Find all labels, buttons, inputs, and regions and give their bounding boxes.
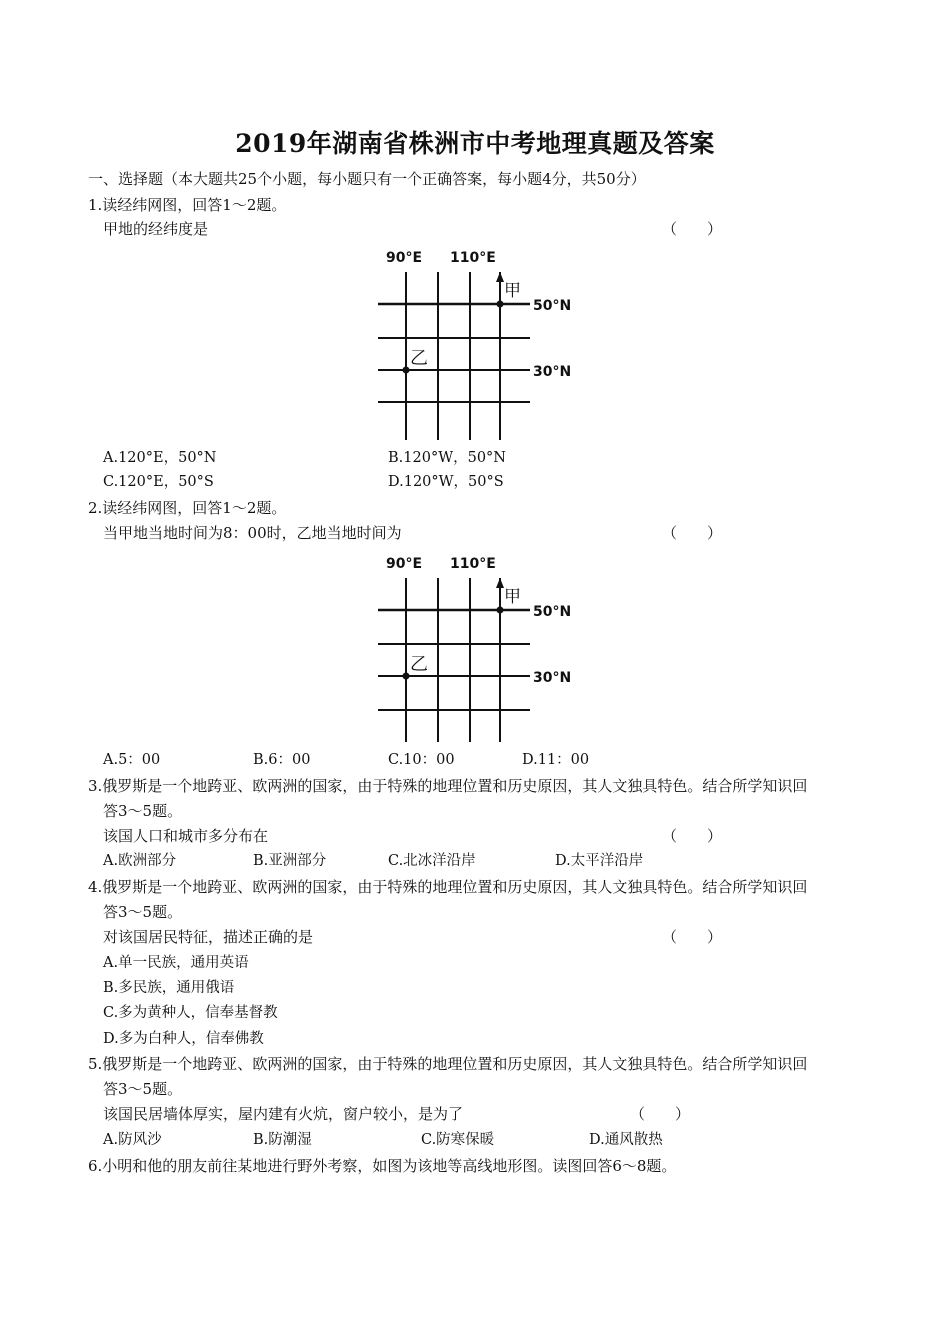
- option-c: C.120°E，50°S: [103, 474, 214, 490]
- question-5-prompt: 该国民居墙体厚实，屋内建有火炕，窗户较小，是为了: [103, 1105, 464, 1123]
- question-4-prompt: 对该国居民特征，描述正确的是: [103, 928, 314, 946]
- lat-label-50n: 50°N: [533, 604, 572, 620]
- point-yi-marker: [403, 673, 410, 680]
- question-2-prompt: 当甲地当地时间为8：00时，乙地当地时间为: [103, 524, 402, 542]
- option-b: B.防潮湿: [253, 1132, 312, 1148]
- point-yi-label: 乙: [410, 654, 428, 675]
- answer-blank: （ ）: [662, 827, 723, 845]
- question-3-stem-line2: 答3～5题。: [103, 802, 183, 820]
- point-jia-marker: [497, 301, 504, 308]
- north-arrow-icon: [496, 578, 504, 588]
- lon-label-90e: 90°E: [386, 250, 423, 266]
- question-1-stem: 1.读经纬网图，回答1～2题。: [88, 196, 287, 214]
- option-d: D.多为白种人，信奉佛教: [103, 1031, 264, 1047]
- answer-blank: （ ）: [662, 220, 723, 238]
- option-d: D.120°W，50°S: [388, 474, 504, 490]
- question-3-prompt: 该国人口和城市多分布在: [103, 827, 269, 845]
- lat-label-30n: 30°N: [533, 670, 572, 686]
- option-b: B.120°W，50°N: [388, 450, 506, 466]
- option-a: A.防风沙: [103, 1132, 162, 1148]
- question-5-stem-line2: 答3～5题。: [103, 1080, 183, 1098]
- option-d: D.11：00: [522, 752, 590, 768]
- question-5-stem-line1: 5.俄罗斯是一个地跨亚、欧两洲的国家，由于特殊的地理位置和历史原因，其人文独具特色。结合所学知识回: [88, 1055, 808, 1073]
- lat-label-30n: 30°N: [533, 364, 572, 380]
- north-arrow-icon: [496, 272, 504, 282]
- question-4-stem-line1: 4.俄罗斯是一个地跨亚、欧两洲的国家，由于特殊的地理位置和历史原因，其人文独具特色。结合所学知识回: [88, 878, 808, 896]
- point-jia-marker: [497, 607, 504, 614]
- answer-blank: （ ）: [630, 1105, 691, 1123]
- point-yi-marker: [403, 367, 410, 374]
- option-d: D.太平洋沿岸: [555, 853, 644, 869]
- option-b: B.6：00: [253, 752, 311, 768]
- point-yi-label: 乙: [410, 348, 428, 369]
- lon-label-90e: 90°E: [386, 556, 423, 572]
- option-a: A.欧洲部分: [103, 853, 177, 869]
- question-3-stem-line1: 3.俄罗斯是一个地跨亚、欧两洲的国家，由于特殊的地理位置和历史原因，其人文独具特色。结合所学知识回: [88, 777, 808, 795]
- answer-blank: （ ）: [662, 928, 723, 946]
- option-a: A.120°E，50°N: [103, 450, 217, 466]
- question-1-prompt: 甲地的经纬度是: [103, 220, 209, 238]
- option-a: A.5：00: [103, 752, 161, 768]
- option-b: B.亚洲部分: [253, 853, 327, 869]
- lon-label-110e: 110°E: [450, 556, 496, 572]
- question-6-stem: 6.小明和他的朋友前往某地进行野外考察，如图为该地等高线地形图。读图回答6～8题。: [88, 1157, 677, 1175]
- answer-blank: （ ）: [662, 524, 723, 542]
- option-c: C.10：00: [388, 752, 455, 768]
- option-c: C.多为黄种人，信奉基督教: [103, 1005, 278, 1021]
- section-header: 一、选择题（本大题共25个小题，每小题只有一个正确答案，每小题4分，共50分）: [88, 170, 646, 188]
- question-4-stem-line2: 答3～5题。: [103, 903, 183, 921]
- question-2-stem: 2.读经纬网图，回答1～2题。: [88, 499, 287, 517]
- option-b: B.多民族，通用俄语: [103, 980, 235, 996]
- point-jia-label: 甲: [504, 281, 521, 301]
- lon-label-110e: 110°E: [450, 250, 496, 266]
- lat-lon-grid-map-1: [370, 242, 590, 442]
- page-title: 2019年湖南省株洲市中考地理真题及答案: [235, 129, 715, 158]
- option-a: A.单一民族，通用英语: [103, 955, 249, 971]
- lat-lon-grid-map-2: [370, 548, 590, 748]
- option-d: D.通风散热: [589, 1132, 663, 1148]
- option-c: C.北冰洋沿岸: [388, 853, 476, 869]
- lat-label-50n: 50°N: [533, 298, 572, 314]
- point-jia-label: 甲: [504, 587, 521, 607]
- option-c: C.防寒保暖: [421, 1132, 495, 1148]
